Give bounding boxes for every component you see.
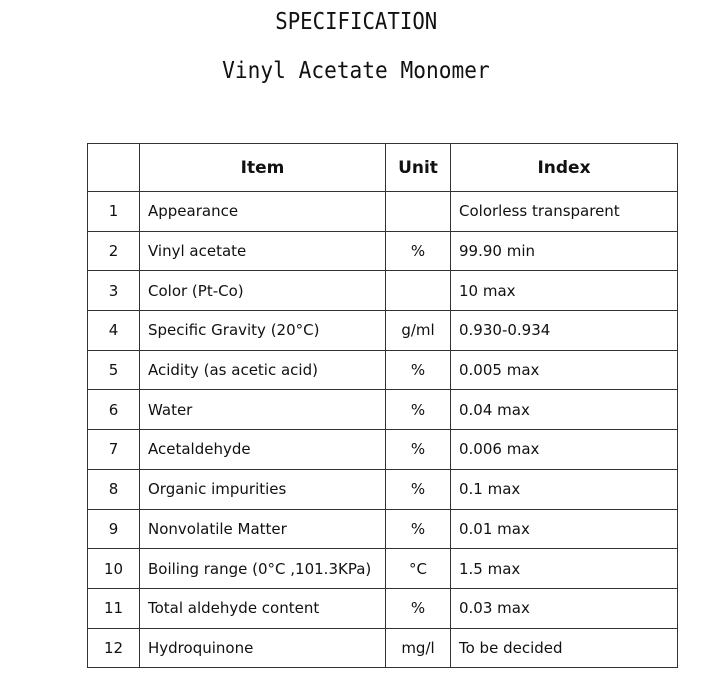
row-item: Boiling range (0°C ,101.3KPa) — [140, 549, 386, 589]
row-index: 99.90 min — [451, 231, 678, 271]
table-row — [88, 271, 678, 311]
row-index: Colorless transparent — [451, 192, 678, 232]
row-unit: % — [386, 469, 451, 509]
row-index: 0.04 max — [451, 390, 678, 430]
header-item: Item — [140, 144, 386, 192]
table-row — [88, 588, 678, 628]
row-unit: % — [386, 231, 451, 271]
row-number: 3 — [88, 271, 140, 311]
row-item: Acidity (as acetic acid) — [140, 350, 386, 390]
table-row — [88, 231, 678, 271]
table-row — [88, 509, 678, 549]
table-row — [88, 549, 678, 589]
table-header — [88, 144, 678, 192]
row-number: 5 — [88, 350, 140, 390]
row-unit: % — [386, 390, 451, 430]
row-index: 10 max — [451, 271, 678, 311]
row-unit: mg/l — [386, 628, 451, 668]
row-item: Total aldehyde content — [140, 588, 386, 628]
row-item: Specific Gravity (20°C) — [140, 311, 386, 351]
row-index: 0.1 max — [451, 469, 678, 509]
document-subtitle: Vinyl Acetate Monomer — [222, 58, 490, 84]
row-index: 0.01 max — [451, 509, 678, 549]
row-unit: % — [386, 430, 451, 470]
row-number: 9 — [88, 509, 140, 549]
row-item: Water — [140, 390, 386, 430]
table-row — [88, 311, 678, 351]
row-number: 6 — [88, 390, 140, 430]
row-number: 4 — [88, 311, 140, 351]
specification-table — [87, 143, 678, 668]
row-index: 1.5 max — [451, 549, 678, 589]
table-body — [88, 192, 678, 668]
row-unit: % — [386, 509, 451, 549]
row-number: 12 — [88, 628, 140, 668]
row-unit — [386, 192, 451, 232]
row-unit — [386, 271, 451, 311]
row-index: 0.03 max — [451, 588, 678, 628]
table-row — [88, 430, 678, 470]
row-number: 11 — [88, 588, 140, 628]
table-row — [88, 390, 678, 430]
row-item: Vinyl acetate — [140, 231, 386, 271]
row-unit: g/ml — [386, 311, 451, 351]
row-number: 7 — [88, 430, 140, 470]
row-item: Color (Pt-Co) — [140, 271, 386, 311]
row-item: Appearance — [140, 192, 386, 232]
row-number: 10 — [88, 549, 140, 589]
row-item: Hydroquinone — [140, 628, 386, 668]
row-index: 0.006 max — [451, 430, 678, 470]
row-item: Acetaldehyde — [140, 430, 386, 470]
header-no — [88, 144, 140, 192]
row-unit: °C — [386, 549, 451, 589]
table-row — [88, 469, 678, 509]
header-index: Index — [451, 144, 678, 192]
row-index: 0.930-0.934 — [451, 311, 678, 351]
header-row — [88, 144, 678, 192]
row-number: 2 — [88, 231, 140, 271]
row-unit: % — [386, 588, 451, 628]
table-row — [88, 350, 678, 390]
row-item: Nonvolatile Matter — [140, 509, 386, 549]
row-index: To be decided — [451, 628, 678, 668]
row-item: Organic impurities — [140, 469, 386, 509]
table-row — [88, 628, 678, 668]
row-number: 1 — [88, 192, 140, 232]
row-unit: % — [386, 350, 451, 390]
row-number: 8 — [88, 469, 140, 509]
document-title: SPECIFICATION — [275, 9, 438, 35]
table-row — [88, 192, 678, 232]
row-index: 0.005 max — [451, 350, 678, 390]
header-unit: Unit — [386, 144, 451, 192]
